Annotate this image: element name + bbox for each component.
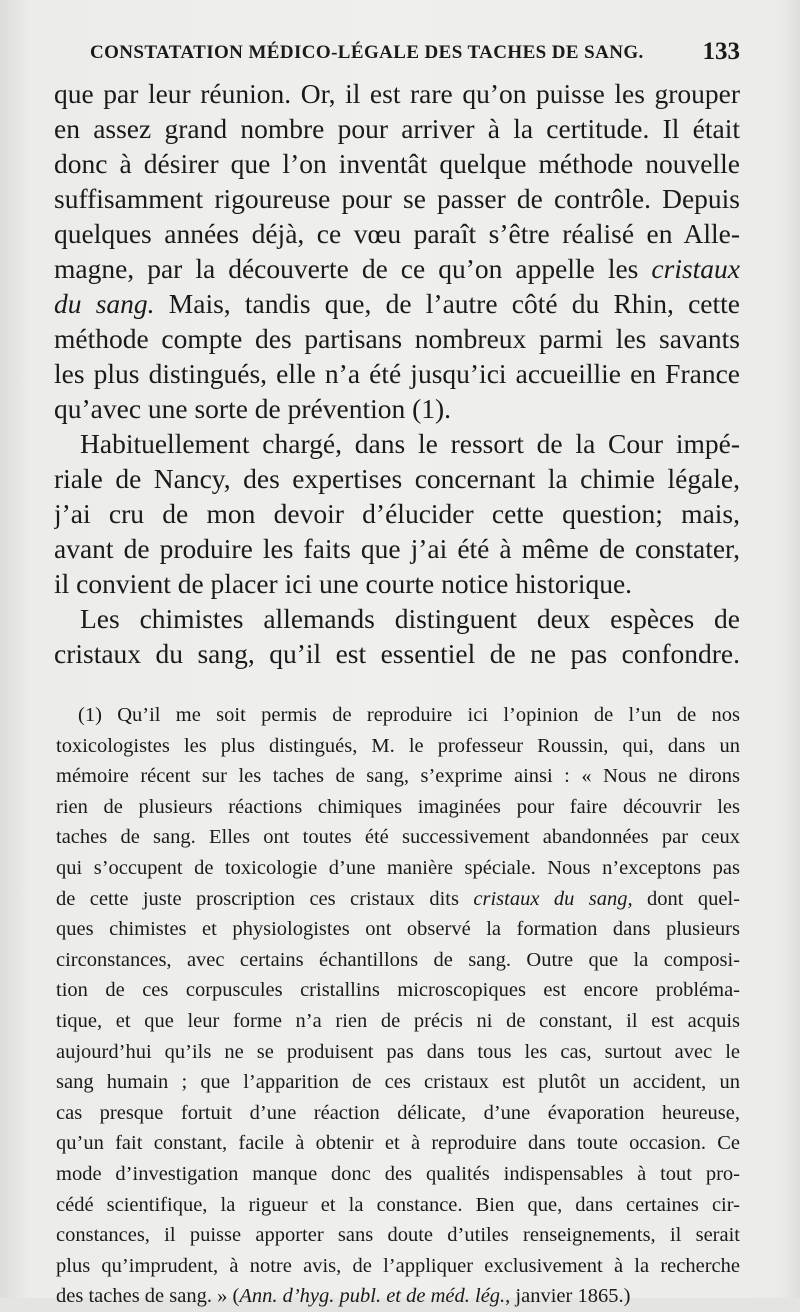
footnote-line: toxicologistes les plus distingués, M. le professeur Roussin, qui, dans un <box>56 734 740 757</box>
body-line: riale de Nancy, des expertises concernant la chimie légale, <box>54 463 740 494</box>
italic-term: du sang. <box>54 288 155 319</box>
body-line: Les chimistes allemands distinguent deux espèces de <box>80 603 740 634</box>
body-line: cristaux du sang, qu’il est essentiel de ne pas confondre. <box>54 638 740 669</box>
footnote-line-text: des taches de sang. » ( <box>56 1285 240 1308</box>
footnote-line: constances, il puisse apporter sans doute d’utiles renseignements, il serait <box>56 1224 740 1247</box>
footnote-line: plus qu’imprudent, à notre avis, de l’appliquer exclusivement à la recherche <box>56 1254 740 1277</box>
footnote-line: qui s’occupent de toxicologie d’une manière spéciale. Nous n’exceptons pas <box>56 856 740 879</box>
running-title: CONSTATATION MÉDICO-LÉGALE DES TACHES DE SANG. <box>90 42 644 63</box>
footnote-line-text: dont quel- <box>632 887 740 910</box>
body-line: en assez grand nombre pour arriver à la certitude. Il était <box>54 113 740 144</box>
body-line-text: magne, par la découverte de ce qu’on appelle les <box>54 253 639 284</box>
footnote <box>56 700 740 1312</box>
footnote-line: circonstances, avec certains échantillons de sang. Outre que la composi- <box>56 948 740 971</box>
body-line: il convient de placer ici une courte notice historique. <box>54 568 633 599</box>
citation-source: Ann. d’hyg. publ. et de méd. lég. <box>239 1285 506 1308</box>
body-line <box>54 286 740 321</box>
footnote-line: qu’un fait constant, facile à obtenir et à reproduire dans toute occasion. Ce <box>56 1132 740 1155</box>
footnote-line: sang humain ; que l’apparition de ces cristaux est plutôt un accident, un <box>56 1071 740 1094</box>
body-line: quelques années déjà, ce vœu paraît s’être réalisé en Alle- <box>54 218 740 249</box>
footnote-line: ques chimistes et physiologistes ont observé la formation dans plusieurs <box>56 918 740 941</box>
footnote-line: taches de sang. Elles ont toutes été successivement abandonnées par ceux <box>56 826 740 849</box>
footnote-line: mémoire récent sur les taches de sang, s’exprime ainsi : « Nous ne dirons <box>56 765 740 788</box>
body-line: méthode compte des partisans nombreux parmi les savants <box>54 323 740 354</box>
page-number: 133 <box>702 38 740 65</box>
footnote-line: (1) Qu’il me soit permis de reproduire ici l’opinion de l’un de nos <box>78 704 740 726</box>
running-head <box>90 38 740 70</box>
footnote-line: mode d’investigation manque donc des qualités indispensables à tout pro- <box>56 1162 740 1185</box>
body-line: donc à désirer que l’on inventât quelque méthode nouvelle <box>54 148 740 179</box>
footnote-line <box>56 1281 740 1312</box>
footnote-line: rien de plusieurs réactions chimiques imaginées pour faire découvrir les <box>56 795 740 818</box>
footnote-line: aujourd’hui qu’ils ne se produisent pas dans tous les cas, surtout avec le <box>56 1040 740 1063</box>
body-line-text: Mais, tandis que, de l’autre côté du Rhin, cette <box>154 288 740 319</box>
body-line: qu’avec une sorte de prévention (1). <box>54 393 452 424</box>
footnote-line-text: , janvier 1865.) <box>505 1285 631 1308</box>
body-line: suffisamment rigoureuse pour se passer de contrôle. Depuis <box>54 183 740 214</box>
italic-term: cristaux du sang, <box>473 887 633 910</box>
footnote-line: cédé scientifique, la rigueur et la constance. Bien que, dans certaines cir- <box>56 1193 740 1216</box>
italic-term: cristaux <box>651 253 740 284</box>
footnote-line: tion de ces corpuscules cristallins microscopiques est encore probléma- <box>56 979 740 1002</box>
body-line: avant de produire les faits que j’ai été à même de constater, <box>54 533 740 564</box>
body-line: les plus distingués, elle n’a été jusqu’ici accueillie en France <box>54 358 740 389</box>
body-text <box>54 76 740 671</box>
body-line: j’ai cru de mon devoir d’élucider cette question; mais, <box>54 498 740 529</box>
body-line: Habituellement chargé, dans le ressort de la Cour impé- <box>80 428 740 459</box>
footnote-line: tique, et que leur forme n’a rien de précis ni de constant, il est acquis <box>56 1009 740 1032</box>
body-line <box>54 251 740 286</box>
footnote-line: cas presque fortuit d’une réaction délicate, d’une évaporation heureuse, <box>56 1101 740 1124</box>
footnote-line-text: de cette juste proscription ces cristaux dits <box>56 887 459 910</box>
body-line: que par leur réunion. Or, il est rare qu’on puisse les grouper <box>54 78 740 109</box>
footnote-line <box>56 884 740 915</box>
